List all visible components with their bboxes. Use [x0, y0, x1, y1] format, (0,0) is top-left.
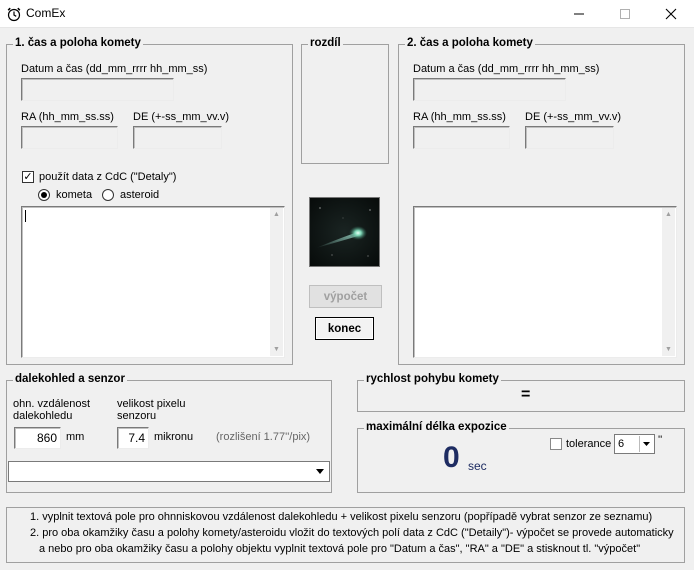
scroll-up-icon[interactable]: ▲ — [665, 211, 672, 218]
tolerance-checkbox[interactable] — [550, 438, 562, 450]
pixel-size-input[interactable]: 7.4 — [117, 427, 149, 449]
minimize-icon — [573, 8, 585, 20]
scroll-up-icon[interactable]: ▲ — [273, 211, 280, 218]
radio-asteroid-label: asteroid — [120, 189, 160, 201]
tolerance-select-value: 6 — [618, 438, 625, 450]
focal-length-input[interactable]: 860 — [14, 427, 61, 449]
pixel-size-unit: mikronu — [154, 431, 194, 443]
comet1-ra-label: RA (hh_mm_ss.ss) — [21, 111, 114, 123]
radio-comet[interactable] — [38, 189, 50, 201]
speed-value: = — [521, 386, 531, 403]
focal-length-unit: mm — [66, 431, 85, 443]
comet2-datetime-input[interactable] — [413, 78, 566, 101]
window-title: ComEx — [26, 6, 66, 20]
exposure-unit: sec — [468, 459, 487, 473]
focal-length-label-1: ohn. vzdálenost — [13, 398, 91, 410]
maximize-icon — [619, 8, 631, 20]
speed-group-title: rychlost pohybu komety — [366, 373, 499, 385]
text-cursor — [25, 210, 26, 222]
comet2-datetime-label: Datum a čas (dd_mm_rrrr hh_mm_ss) — [413, 63, 600, 75]
pixel-size-label-2: senzoru — [117, 410, 157, 422]
radio-asteroid[interactable] — [102, 189, 114, 201]
maximize-button[interactable] — [602, 0, 648, 28]
exposure-group — [357, 421, 685, 493]
telescope-group — [6, 373, 332, 493]
comet1-scrollbar[interactable] — [270, 208, 283, 356]
exposure-value: 0 — [443, 441, 460, 474]
difference-group-title: rozdíl — [310, 37, 341, 49]
resolution-text: (rozlišení 1.77''/pix) — [216, 431, 311, 443]
title-bar — [0, 0, 694, 28]
comet2-group-title: 2. čas a poloha komety — [407, 37, 533, 49]
pixel-size-label-1: velikost pixelu — [117, 398, 186, 410]
comet2-de-input[interactable] — [525, 126, 614, 149]
focal-length-label-2: dalekohledu — [13, 410, 73, 422]
chevron-down-icon[interactable] — [639, 436, 653, 452]
end-button[interactable]: konec — [315, 317, 374, 340]
compute-button[interactable]: výpočet — [309, 285, 382, 308]
minimize-button[interactable] — [556, 0, 602, 28]
comet1-datetime-label: Datum a čas (dd_mm_rrrr hh_mm_ss) — [21, 63, 208, 75]
comet1-datetime-input[interactable] — [21, 78, 174, 101]
scroll-down-icon[interactable]: ▼ — [273, 346, 280, 353]
comet2-scrollbar[interactable] — [662, 208, 675, 356]
comet1-data-textarea[interactable] — [21, 206, 285, 358]
comet2-data-textarea[interactable] — [413, 206, 677, 358]
comet2-group — [398, 37, 685, 365]
close-icon — [665, 8, 677, 20]
instruction-line-1: 1. vyplnit textová pole pro ohnniskovou vzdálenost dalekohledu + velikost pixelu senzoru (popřípadě vybrat senzor ze seznamu) — [30, 511, 653, 523]
instructions-panel — [6, 507, 685, 563]
scroll-down-icon[interactable]: ▼ — [665, 346, 672, 353]
comet2-ra-label: RA (hh_mm_ss.ss) — [413, 111, 506, 123]
sensor-select[interactable] — [8, 461, 330, 482]
comet1-group — [6, 37, 293, 365]
instruction-line-2: 2. pro oba okamžiky času a polohy komety/asteroidu vložit do textových polí data z CdC ("Detaily")- výpočet se provede automaticky — [30, 527, 674, 539]
comet2-ra-input[interactable] — [413, 126, 510, 149]
speed-group — [357, 373, 685, 412]
alarm-clock-icon — [6, 6, 22, 22]
telescope-group-title: dalekohled a senzor — [15, 373, 125, 385]
difference-group — [301, 37, 389, 164]
chevron-down-icon[interactable] — [312, 463, 328, 480]
comet2-de-label: DE (+-ss_mm_vv.v) — [525, 111, 622, 123]
use-cdc-checkbox[interactable]: ✓ — [23, 171, 33, 183]
use-cdc-label: použít data z CdC ("Detaly") — [39, 171, 177, 183]
instruction-line-3: a nebo pro oba okamžiky času a polohy objektu vyplnit textová pole pro "Datum a čas", "RA" a "DE" a stisknout tl. "výpočet" — [39, 543, 641, 555]
radio-comet-label: kometa — [56, 189, 93, 201]
tolerance-label: tolerance — [566, 438, 612, 450]
tolerance-unit: '' — [658, 434, 663, 446]
tolerance-select[interactable] — [614, 434, 655, 454]
comet-picture — [310, 198, 379, 266]
close-window-button[interactable] — [648, 0, 694, 28]
exposure-group-title: maximální délka expozice — [366, 421, 507, 433]
comet1-de-input[interactable] — [133, 126, 222, 149]
comet1-ra-input[interactable] — [21, 126, 118, 149]
comet-image — [309, 197, 380, 267]
comet1-group-title: 1. čas a poloha komety — [15, 37, 141, 49]
comet1-de-label: DE (+-ss_mm_vv.v) — [133, 111, 230, 123]
